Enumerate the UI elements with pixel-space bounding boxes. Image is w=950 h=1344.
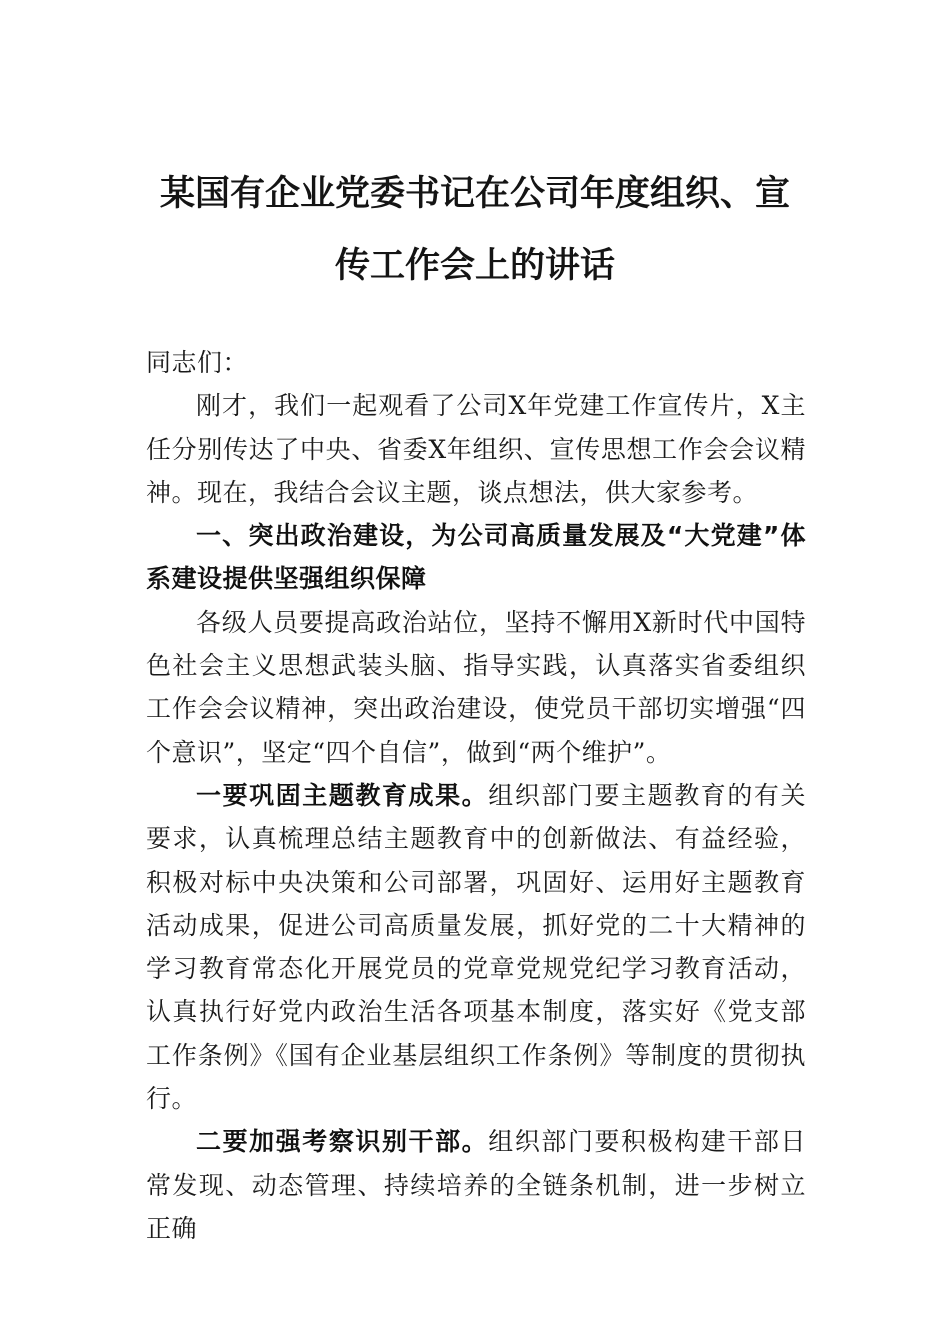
section-1-paragraph: 各级人员要提高政治站位，坚持不懈用X新时代中国特色社会主义思想武装头脑、指导实践，认真落实省委组织工作会会议精神，突出政治建设，使党员干部切实增强“四个意识”，坚定“四个自信”，做到“两个维护”。: [146, 607, 806, 767]
point-2-paragraph: [146, 1120, 806, 1250]
point-1-paragraph: [146, 774, 806, 1120]
section-1-heading: 一、突出政治建设，为公司高质量发展及“大党建”体系建设提供坚强组织保障: [146, 521, 806, 594]
document-body: [146, 341, 806, 1250]
document-title: [145, 158, 805, 302]
point-1-lead: 一要巩固主题教育成果。: [196, 780, 489, 810]
title-line-2: 传工作会上的讲话: [334, 245, 615, 286]
title-line-1: 某国有企业党委书记在公司年度组织、宣: [159, 173, 790, 214]
intro-paragraph: 刚才，我们一起观看了公司X年党建工作宣传片，X主任分别传达了中央、省委X年组织、宣传思想工作会会议精神。现在，我结合会议主题，谈点想法，供大家参考。: [146, 391, 806, 507]
point-1-text: 组织部门要主题教育的有关要求，认真梳理总结主题教育中的创新做法、有益经验，积极对标中央决策和公司部署，巩固好、运用好主题教育活动成果，促进公司高质量发展，抓好党的二十大精神的学习教育常态化开展党员的党章党规党纪学习教育活动，认真执行好党内政治生活各项基本制度，落实好《党支部工作条例》《国有企业基层组织工作条例》等制度的贯彻执行。: [146, 780, 806, 1114]
salutation: 同志们：: [146, 348, 249, 377]
point-2-lead: 二要加强考察识别干部。: [196, 1127, 489, 1157]
point-2-text: 组织部门要积极构建干部日常发现、动态管理、持续培养的全链条机制，进一步树立正确: [146, 1127, 806, 1243]
